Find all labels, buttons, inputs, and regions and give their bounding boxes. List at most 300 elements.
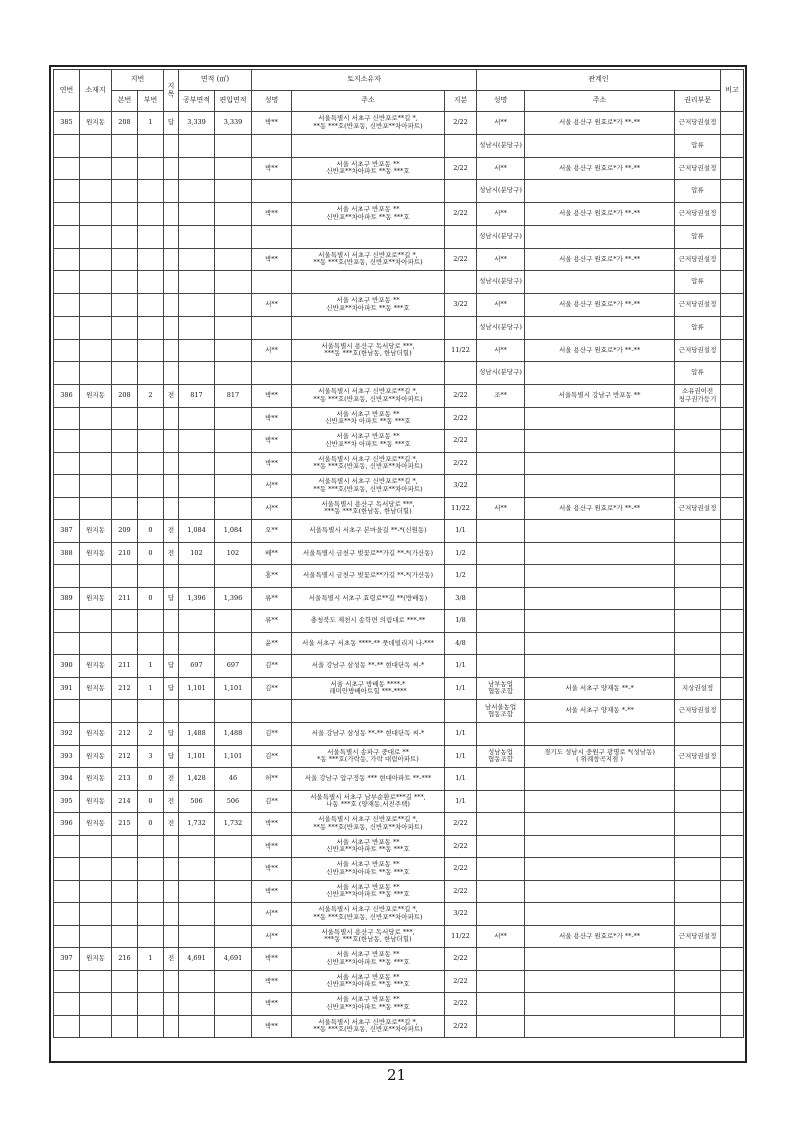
- cell-share: 2/22: [445, 993, 477, 1016]
- cell-included-area: [215, 700, 252, 723]
- cell-no: [54, 430, 80, 453]
- cell-owner-address: 서울특별시 용산구 독서당로 ***, ***동 ***호(한남동, 한남더힐): [292, 339, 445, 362]
- cell-rights: 근저당권설정: [675, 339, 721, 362]
- cell-main-lot: 211: [112, 587, 138, 610]
- table-row: [54, 632, 744, 655]
- table-row: [54, 835, 744, 858]
- cell-share: [445, 225, 477, 248]
- col-area-group: 면적 (㎡): [179, 70, 252, 91]
- cell-included-area: 1,732: [215, 813, 252, 836]
- cell-owner-name: 김**: [252, 677, 292, 700]
- cell-no: 385: [54, 112, 80, 135]
- cell-included-area: 1,396: [215, 587, 252, 610]
- cell-main-lot: [112, 925, 138, 948]
- cell-sub-lot: [138, 430, 164, 453]
- cell-official-area: 1,488: [179, 723, 215, 746]
- cell-main-lot: [112, 497, 138, 520]
- cell-no: [54, 610, 80, 633]
- table-row: [54, 203, 744, 226]
- cell-owner-address: 서울특별시 서초구 신반포로**길 *, **동 ***호(반포동, 신반포**차아파트): [292, 385, 445, 408]
- cell-land-type: [164, 610, 179, 633]
- cell-share: 2/22: [445, 407, 477, 430]
- cell-location: [80, 134, 112, 157]
- cell-remark: [721, 723, 744, 746]
- cell-official-area: [179, 362, 215, 385]
- cell-owner-name: 박**: [252, 970, 292, 993]
- cell-main-lot: [112, 475, 138, 498]
- cell-rights: 압류: [675, 271, 721, 294]
- cell-location: [80, 497, 112, 520]
- cell-land-type: [164, 362, 179, 385]
- cell-rel-name: 서**: [477, 294, 525, 317]
- cell-sub-lot: [138, 407, 164, 430]
- cell-remark: [721, 294, 744, 317]
- table-row: [54, 610, 744, 633]
- cell-rel-name: 서**: [477, 248, 525, 271]
- cell-owner-address: 서울 서초구 반포동 ** 신반포**차아파트 **동 ***호: [292, 858, 445, 881]
- cell-rel-address: [525, 610, 675, 633]
- cell-no: [54, 565, 80, 588]
- cell-no: 396: [54, 813, 80, 836]
- cell-sub-lot: [138, 157, 164, 180]
- cell-share: 1/1: [445, 745, 477, 768]
- cell-owner-address: 서울 서초구 반포동 ** 신반포**차아파트 **동 ***호: [292, 993, 445, 1016]
- cell-rel-address: [525, 655, 675, 678]
- cell-main-lot: [112, 970, 138, 993]
- cell-location: [80, 225, 112, 248]
- cell-official-area: [179, 157, 215, 180]
- cell-land-type: 전: [164, 813, 179, 836]
- cell-owner-name: 박**: [252, 112, 292, 135]
- cell-official-area: [179, 858, 215, 881]
- cell-included-area: [215, 610, 252, 633]
- cell-land-type: [164, 1015, 179, 1038]
- cell-included-area: 1,084: [215, 520, 252, 543]
- cell-rel-address: [525, 813, 675, 836]
- cell-owner-address: 서울특별시 금천구 벚꽃로**가길 **-*(가산동): [292, 542, 445, 565]
- cell-official-area: 3,339: [179, 112, 215, 135]
- cell-included-area: 1,488: [215, 723, 252, 746]
- col-rel-name: 성명: [477, 91, 525, 112]
- cell-owner-address: 서울특별시 송파구 중대로 ** *동 ***호(가락동, 가락 대림아파트): [292, 745, 445, 768]
- cell-main-lot: 213: [112, 768, 138, 791]
- cell-share: 3/8: [445, 587, 477, 610]
- cell-included-area: [215, 565, 252, 588]
- cell-included-area: [215, 407, 252, 430]
- cell-land-type: [164, 316, 179, 339]
- cell-location: [80, 294, 112, 317]
- cell-remark: [721, 497, 744, 520]
- cell-share: [445, 362, 477, 385]
- cell-share: 1/1: [445, 768, 477, 791]
- cell-land-type: [164, 248, 179, 271]
- table-row: [54, 248, 744, 271]
- cell-location: [80, 339, 112, 362]
- cell-sub-lot: [138, 903, 164, 926]
- cell-official-area: 697: [179, 655, 215, 678]
- cell-land-type: [164, 134, 179, 157]
- cell-sub-lot: [138, 632, 164, 655]
- cell-share: [445, 271, 477, 294]
- table-row: [54, 475, 744, 498]
- cell-rel-name: [477, 610, 525, 633]
- cell-no: [54, 993, 80, 1016]
- cell-owner-address: 서울 서초구 반포동 ** 신반포**차아파트 **동 ***호: [292, 948, 445, 971]
- cell-rel-address: [525, 948, 675, 971]
- cell-owner-address: 서울 서초구 반포동 ** 신반포**차아파트 **동 ***호: [292, 970, 445, 993]
- cell-land-type: 전: [164, 542, 179, 565]
- cell-land-type: [164, 993, 179, 1016]
- cell-included-area: 4,691: [215, 948, 252, 971]
- table-row: [54, 316, 744, 339]
- cell-main-lot: [112, 225, 138, 248]
- cell-official-area: [179, 407, 215, 430]
- cell-rights: 근저당권설정: [675, 112, 721, 135]
- cell-owner-address: 서울 서초구 반포동 ** 신반포**차아파트 **동 ***호: [292, 157, 445, 180]
- cell-rights: [675, 970, 721, 993]
- cell-share: 1/1: [445, 723, 477, 746]
- cell-owner-name: 김**: [252, 723, 292, 746]
- cell-rights: [675, 520, 721, 543]
- cell-rel-name: [477, 1015, 525, 1038]
- cell-rights: [675, 880, 721, 903]
- cell-rights: 압류: [675, 316, 721, 339]
- cell-rel-address: [525, 587, 675, 610]
- cell-included-area: [215, 835, 252, 858]
- cell-main-lot: [112, 407, 138, 430]
- cell-main-lot: 214: [112, 790, 138, 813]
- cell-included-area: [215, 497, 252, 520]
- cell-land-type: 답: [164, 112, 179, 135]
- cell-main-lot: [112, 316, 138, 339]
- cell-official-area: 1,101: [179, 677, 215, 700]
- cell-location: 원지동: [80, 587, 112, 610]
- cell-official-area: 1,084: [179, 520, 215, 543]
- table-row: [54, 903, 744, 926]
- cell-share: 2/22: [445, 430, 477, 453]
- cell-sub-lot: [138, 700, 164, 723]
- cell-owner-address: 서울 서초구 반포동 ** 신반포**차아파트 **동 ***호: [292, 294, 445, 317]
- cell-included-area: [215, 452, 252, 475]
- cell-rel-name: 성남시(분당구): [477, 271, 525, 294]
- col-no: 연번: [54, 70, 80, 112]
- cell-location: [80, 362, 112, 385]
- cell-sub-lot: [138, 203, 164, 226]
- col-included-area: 편입면적: [215, 91, 252, 112]
- cell-land-type: [164, 407, 179, 430]
- cell-rel-name: 서**: [477, 157, 525, 180]
- table-body: [54, 112, 744, 1038]
- cell-location: [80, 903, 112, 926]
- cell-location: [80, 430, 112, 453]
- cell-rel-address: [525, 632, 675, 655]
- cell-rights: 근저당권설정: [675, 700, 721, 723]
- cell-remark: [721, 157, 744, 180]
- cell-official-area: [179, 993, 215, 1016]
- cell-owner-address: 서울특별시 금천구 벚꽃로**가길 **-*(가산동): [292, 565, 445, 588]
- cell-no: 387: [54, 520, 80, 543]
- cell-no: [54, 294, 80, 317]
- cell-rel-name: [477, 903, 525, 926]
- cell-owner-address: 서울 강남구 삼성동 **-** 현대단독 씨-*: [292, 655, 445, 678]
- cell-location: [80, 271, 112, 294]
- cell-share: [445, 316, 477, 339]
- cell-land-type: [164, 203, 179, 226]
- cell-rel-name: [477, 452, 525, 475]
- cell-sub-lot: [138, 565, 164, 588]
- cell-rel-name: [477, 723, 525, 746]
- cell-official-area: 1,101: [179, 745, 215, 768]
- cell-land-type: [164, 565, 179, 588]
- cell-land-type: 답: [164, 655, 179, 678]
- table-row: [54, 225, 744, 248]
- cell-owner-name: 오**: [252, 520, 292, 543]
- cell-owner-address: 서울특별시 서초구 신반포로**길 *, **동 ***호(반포동, 신반포**차아파트): [292, 112, 445, 135]
- table-row: [54, 520, 744, 543]
- cell-sub-lot: [138, 993, 164, 1016]
- table-row: [54, 362, 744, 385]
- cell-owner-name: 허**: [252, 768, 292, 791]
- cell-owner-name: 김**: [252, 790, 292, 813]
- cell-remark: [721, 203, 744, 226]
- table-row: [54, 565, 744, 588]
- cell-owner-address: 서울특별시 서초구 효령로**길 **(방배동): [292, 587, 445, 610]
- col-lot-group: 지번: [112, 70, 164, 91]
- cell-share: 2/22: [445, 452, 477, 475]
- cell-main-lot: [112, 835, 138, 858]
- cell-land-type: [164, 271, 179, 294]
- cell-no: [54, 203, 80, 226]
- cell-rights: [675, 768, 721, 791]
- cell-remark: [721, 112, 744, 135]
- cell-official-area: [179, 339, 215, 362]
- cell-sub-lot: [138, 970, 164, 993]
- cell-included-area: [215, 203, 252, 226]
- cell-official-area: [179, 225, 215, 248]
- cell-rel-name: [477, 430, 525, 453]
- table-row: [54, 271, 744, 294]
- cell-owner-name: [252, 316, 292, 339]
- col-owner-name: 성명: [252, 91, 292, 112]
- cell-remark: [721, 655, 744, 678]
- cell-rel-address: [525, 362, 675, 385]
- cell-owner-name: 서**: [252, 339, 292, 362]
- cell-rel-name: [477, 520, 525, 543]
- cell-official-area: [179, 316, 215, 339]
- cell-official-area: [179, 565, 215, 588]
- cell-rel-address: 서울 용산구 원효로*가 **-**: [525, 339, 675, 362]
- cell-sub-lot: 1: [138, 112, 164, 135]
- cell-land-type: [164, 700, 179, 723]
- cell-sub-lot: 0: [138, 587, 164, 610]
- cell-rights: [675, 655, 721, 678]
- col-official-area: 공부면적: [179, 91, 215, 112]
- cell-location: [80, 1015, 112, 1038]
- cell-rel-address: [525, 768, 675, 791]
- cell-official-area: [179, 632, 215, 655]
- cell-sub-lot: 3: [138, 745, 164, 768]
- cell-rel-address: [525, 225, 675, 248]
- cell-rel-name: [477, 790, 525, 813]
- cell-share: 3/22: [445, 294, 477, 317]
- cell-owner-name: 박**: [252, 858, 292, 881]
- table-row: [54, 134, 744, 157]
- cell-owner-name: 박**: [252, 248, 292, 271]
- cell-land-type: 전: [164, 385, 179, 408]
- cell-remark: [721, 948, 744, 971]
- col-share: 지분: [445, 91, 477, 112]
- cell-location: 원지동: [80, 385, 112, 408]
- cell-owner-name: 박**: [252, 203, 292, 226]
- cell-main-lot: [112, 430, 138, 453]
- cell-included-area: [215, 180, 252, 203]
- cell-owner-name: 박**: [252, 835, 292, 858]
- cell-owner-name: 박**: [252, 1015, 292, 1038]
- cell-no: [54, 475, 80, 498]
- cell-main-lot: 211: [112, 655, 138, 678]
- cell-no: 390: [54, 655, 80, 678]
- table-row: [54, 858, 744, 881]
- cell-sub-lot: 1: [138, 677, 164, 700]
- cell-rel-address: [525, 542, 675, 565]
- cell-share: 1/2: [445, 542, 477, 565]
- cell-owner-address: 서울 서초구 방배동 ****-* 래미안방배아트힐 ***-****: [292, 677, 445, 700]
- cell-remark: [721, 587, 744, 610]
- cell-rel-name: 성남시(분당구): [477, 225, 525, 248]
- table-row: [54, 948, 744, 971]
- col-owner-group: 토지소유자: [252, 70, 477, 91]
- cell-no: [54, 925, 80, 948]
- cell-included-area: [215, 880, 252, 903]
- cell-land-type: [164, 925, 179, 948]
- cell-remark: [721, 316, 744, 339]
- cell-location: 원지동: [80, 745, 112, 768]
- cell-owner-address: [292, 362, 445, 385]
- cell-rights: [675, 1015, 721, 1038]
- cell-owner-name: 서**: [252, 925, 292, 948]
- cell-location: [80, 180, 112, 203]
- cell-remark: [721, 700, 744, 723]
- table-header: [54, 70, 744, 112]
- cell-share: 11/22: [445, 925, 477, 948]
- cell-land-type: [164, 632, 179, 655]
- cell-official-area: [179, 970, 215, 993]
- cell-no: [54, 316, 80, 339]
- cell-main-lot: [112, 452, 138, 475]
- cell-owner-address: 서울특별시 용산구 독서당로 ***, ***동 ***호(한남동, 한남더힐): [292, 925, 445, 948]
- cell-remark: [721, 858, 744, 881]
- cell-owner-name: 김**: [252, 745, 292, 768]
- cell-main-lot: [112, 700, 138, 723]
- cell-location: 원지동: [80, 948, 112, 971]
- cell-rights: 압류: [675, 180, 721, 203]
- cell-share: 2/22: [445, 385, 477, 408]
- cell-no: 395: [54, 790, 80, 813]
- cell-included-area: [215, 248, 252, 271]
- cell-rights: [675, 430, 721, 453]
- cell-share: 1/1: [445, 790, 477, 813]
- cell-rel-address: [525, 452, 675, 475]
- cell-sub-lot: 2: [138, 385, 164, 408]
- cell-main-lot: 212: [112, 677, 138, 700]
- cell-sub-lot: 0: [138, 520, 164, 543]
- cell-rel-name: [477, 880, 525, 903]
- cell-rel-address: [525, 565, 675, 588]
- cell-rel-name: [477, 768, 525, 791]
- cell-official-area: [179, 294, 215, 317]
- cell-included-area: 697: [215, 655, 252, 678]
- cell-sub-lot: [138, 134, 164, 157]
- cell-land-type: [164, 294, 179, 317]
- table-row: [54, 970, 744, 993]
- cell-share: 1/1: [445, 655, 477, 678]
- cell-included-area: [215, 925, 252, 948]
- cell-official-area: [179, 925, 215, 948]
- cell-main-lot: 208: [112, 112, 138, 135]
- cell-sub-lot: [138, 225, 164, 248]
- table-row: [54, 745, 744, 768]
- cell-included-area: [215, 903, 252, 926]
- cell-owner-name: 윤**: [252, 632, 292, 655]
- cell-no: [54, 248, 80, 271]
- cell-official-area: [179, 134, 215, 157]
- cell-land-type: [164, 880, 179, 903]
- cell-owner-address: [292, 225, 445, 248]
- cell-rights: [675, 790, 721, 813]
- cell-rights: [675, 993, 721, 1016]
- cell-owner-name: 류**: [252, 610, 292, 633]
- cell-official-area: [179, 430, 215, 453]
- cell-rights: [675, 835, 721, 858]
- cell-rights: 압류: [675, 134, 721, 157]
- cell-official-area: [179, 1015, 215, 1038]
- cell-location: [80, 316, 112, 339]
- cell-location: [80, 970, 112, 993]
- cell-land-type: [164, 858, 179, 881]
- cell-no: [54, 225, 80, 248]
- cell-included-area: [215, 157, 252, 180]
- cell-rel-name: 서**: [477, 339, 525, 362]
- cell-owner-name: [252, 271, 292, 294]
- cell-land-type: [164, 225, 179, 248]
- cell-rel-address: [525, 835, 675, 858]
- cell-share: 2/22: [445, 248, 477, 271]
- cell-location: [80, 475, 112, 498]
- cell-included-area: [215, 339, 252, 362]
- cell-location: [80, 452, 112, 475]
- table-row: [54, 993, 744, 1016]
- cell-location: [80, 858, 112, 881]
- cell-remark: [721, 407, 744, 430]
- cell-remark: [721, 925, 744, 948]
- cell-rights: 근저당권설정: [675, 925, 721, 948]
- cell-official-area: 817: [179, 385, 215, 408]
- cell-rel-name: 남부농업 협동조합: [477, 677, 525, 700]
- cell-owner-address: 충청북도 제천시 송학면 의림대로 ***-**: [292, 610, 445, 633]
- cell-sub-lot: [138, 452, 164, 475]
- cell-rel-address: [525, 407, 675, 430]
- cell-included-area: [215, 294, 252, 317]
- cell-owner-address: 서울 서초구 반포동 ** 신반포**차아파트 **동 ***호: [292, 203, 445, 226]
- cell-land-type: [164, 452, 179, 475]
- cell-owner-name: 박**: [252, 407, 292, 430]
- cell-land-type: [164, 903, 179, 926]
- cell-remark: [721, 970, 744, 993]
- cell-no: [54, 452, 80, 475]
- table-row: [54, 497, 744, 520]
- cell-remark: [721, 768, 744, 791]
- cell-no: 389: [54, 587, 80, 610]
